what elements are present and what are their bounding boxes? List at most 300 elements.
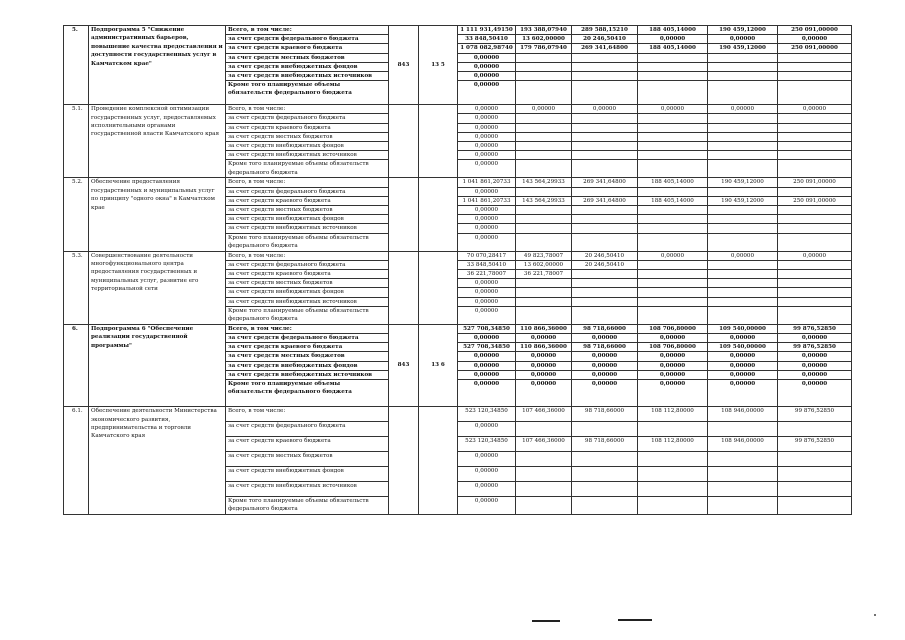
amount-year-5: 250 091,00000 xyxy=(778,26,852,35)
amount-year-5: 0,00000 xyxy=(778,352,852,361)
amount-year-2: 0,00000 xyxy=(572,334,638,343)
amount-year-4: 190 459,12000 xyxy=(708,44,778,53)
amount-year-5 xyxy=(778,187,852,196)
amount-year-1 xyxy=(516,215,572,224)
amount-year-3: 188 405,14000 xyxy=(638,44,708,53)
amount-year-4 xyxy=(708,160,778,178)
amount-year-3 xyxy=(638,467,708,482)
amount-year-3 xyxy=(638,279,708,288)
amount-year-5 xyxy=(778,53,852,62)
budget-code-ministry xyxy=(389,105,419,178)
amount-year-2: 98 718,66000 xyxy=(572,324,638,333)
row-label: Кроме того планируемые объемы обязательств федерального бюджета xyxy=(226,81,389,105)
amount-year-1 xyxy=(516,81,572,105)
row-label: Всего, в том числе: xyxy=(226,178,389,187)
amount-year-3 xyxy=(638,422,708,437)
amount-year-4: 0,00000 xyxy=(708,105,778,114)
amount-year-5 xyxy=(778,206,852,215)
amount-year-3: 0,00000 xyxy=(638,251,708,260)
section-name: Проведение комплексной оптимизации государственных услуг, предоставляемых исполнительными органами государственной власти Камчатского края xyxy=(89,105,226,178)
table-row xyxy=(64,324,852,333)
row-label: Всего, в том числе: xyxy=(226,105,389,114)
row-label: Всего, в том числе: xyxy=(226,407,389,422)
amount-year-4: 190 459,12000 xyxy=(708,26,778,35)
row-label: Кроме того планируемые объемы обязательств федерального бюджета xyxy=(226,497,389,515)
table-row xyxy=(64,251,852,260)
amount-year-3: 108 112,80000 xyxy=(638,437,708,452)
amount-year-1: 49 823,78007 xyxy=(516,251,572,260)
amount-year-2 xyxy=(572,467,638,482)
amount-year-4 xyxy=(708,467,778,482)
amount-year-2 xyxy=(572,422,638,437)
amount-total: 0,00000 xyxy=(458,233,516,251)
row-label: Всего, в том числе: xyxy=(226,324,389,333)
amount-year-1: 13 602,00000 xyxy=(516,260,572,269)
row-label: за счет средств федерального бюджета xyxy=(226,35,389,44)
row-label: за счет средств федерального бюджета xyxy=(226,114,389,123)
row-label: за счет средств внебюджетных источников xyxy=(226,72,389,81)
amount-year-2: 0,00000 xyxy=(572,105,638,114)
amount-year-5 xyxy=(778,233,852,251)
amount-year-3: 0,00000 xyxy=(638,361,708,370)
row-label: за счет средств краевого бюджета xyxy=(226,343,389,352)
amount-year-2 xyxy=(572,215,638,224)
amount-total: 0,00000 xyxy=(458,81,516,105)
amount-year-2 xyxy=(572,72,638,81)
amount-year-3: 0,00000 xyxy=(638,35,708,44)
row-label: за счет средств внебюджетных фондов xyxy=(226,467,389,482)
amount-year-3: 0,00000 xyxy=(638,334,708,343)
amount-year-5 xyxy=(778,114,852,123)
section-name: Подпрограмма 5 "Снижение административных барьеров, повышение качества предоставления и доступности государственных услуг в Камчатском крае" xyxy=(89,26,226,105)
section-number: 5.1. xyxy=(64,105,89,178)
amount-year-3: 0,00000 xyxy=(638,370,708,379)
row-label: за счет средств краевого бюджета xyxy=(226,437,389,452)
amount-year-3 xyxy=(638,53,708,62)
row-label: Всего, в том числе: xyxy=(226,26,389,35)
amount-year-2 xyxy=(572,53,638,62)
amount-year-2: 98 718,66000 xyxy=(572,407,638,422)
amount-year-4 xyxy=(708,187,778,196)
row-label: за счет средств внебюджетных источников xyxy=(226,151,389,160)
amount-year-4 xyxy=(708,72,778,81)
row-label: за счет средств внебюджетных фондов xyxy=(226,361,389,370)
amount-total: 1 078 082,98740 xyxy=(458,44,516,53)
amount-year-2 xyxy=(572,233,638,251)
row-label: за счет средств местных бюджетов xyxy=(226,53,389,62)
amount-total: 0,00000 xyxy=(458,105,516,114)
amount-year-1 xyxy=(516,467,572,482)
amount-year-2 xyxy=(572,482,638,497)
amount-year-4: 0,00000 xyxy=(708,35,778,44)
amount-year-5 xyxy=(778,279,852,288)
amount-year-4 xyxy=(708,260,778,269)
row-label: за счет средств внебюджетных источников xyxy=(226,370,389,379)
budget-code-ministry xyxy=(389,178,419,251)
amount-year-1 xyxy=(516,187,572,196)
budget-table xyxy=(63,25,852,515)
amount-year-3 xyxy=(638,260,708,269)
scan-mark xyxy=(874,614,876,616)
amount-year-1 xyxy=(516,53,572,62)
amount-year-4 xyxy=(708,422,778,437)
amount-year-4: 0,00000 xyxy=(708,380,778,407)
amount-year-4 xyxy=(708,497,778,515)
amount-year-4 xyxy=(708,132,778,141)
amount-year-2 xyxy=(572,123,638,132)
amount-year-3 xyxy=(638,306,708,324)
amount-year-2: 269 341,64800 xyxy=(572,178,638,187)
section-number: 6. xyxy=(64,324,89,406)
amount-year-4 xyxy=(708,215,778,224)
amount-year-2 xyxy=(572,62,638,71)
section-number: 5.3. xyxy=(64,251,89,324)
amount-year-5: 99 876,52850 xyxy=(778,437,852,452)
amount-year-2 xyxy=(572,187,638,196)
amount-year-4: 0,00000 xyxy=(708,352,778,361)
amount-year-5 xyxy=(778,160,852,178)
amount-year-1 xyxy=(516,62,572,71)
amount-year-5: 99 876,52850 xyxy=(778,343,852,352)
row-label: за счет средств местных бюджетов xyxy=(226,132,389,141)
amount-year-4 xyxy=(708,206,778,215)
amount-year-2 xyxy=(572,81,638,105)
row-label: за счет средств федерального бюджета xyxy=(226,187,389,196)
amount-year-5 xyxy=(778,62,852,71)
row-label: за счет средств внебюджетных фондов xyxy=(226,288,389,297)
amount-total: 0,00000 xyxy=(458,132,516,141)
amount-year-2: 98 718,66000 xyxy=(572,437,638,452)
amount-year-1: 143 564,29933 xyxy=(516,196,572,205)
row-label: за счет средств федерального бюджета xyxy=(226,334,389,343)
amount-year-5 xyxy=(778,260,852,269)
amount-year-4 xyxy=(708,452,778,467)
row-label: за счет средств внебюджетных источников xyxy=(226,224,389,233)
amount-year-2 xyxy=(572,142,638,151)
budget-code-program xyxy=(419,178,458,251)
amount-year-3 xyxy=(638,142,708,151)
amount-year-3 xyxy=(638,114,708,123)
amount-year-5: 250 091,00000 xyxy=(778,44,852,53)
amount-year-1 xyxy=(516,306,572,324)
amount-year-4 xyxy=(708,306,778,324)
amount-year-5: 0,00000 xyxy=(778,361,852,370)
amount-year-3 xyxy=(638,81,708,105)
amount-total: 0,00000 xyxy=(458,142,516,151)
section-name: Совершенствование деятельности многофункционального центра предоставления государственных и муниципальных услуг, развитие его территориальной сети xyxy=(89,251,226,324)
amount-year-1: 193 388,07940 xyxy=(516,26,572,35)
row-label: за счет средств федерального бюджета xyxy=(226,260,389,269)
amount-year-1 xyxy=(516,206,572,215)
amount-year-1 xyxy=(516,151,572,160)
amount-total: 523 120,34850 xyxy=(458,407,516,422)
amount-year-1 xyxy=(516,123,572,132)
row-label: Кроме того планируемые объемы обязательств федерального бюджета xyxy=(226,306,389,324)
amount-year-2: 269 341,64800 xyxy=(572,44,638,53)
amount-year-3 xyxy=(638,452,708,467)
amount-year-3 xyxy=(638,160,708,178)
amount-year-2: 98 718,66000 xyxy=(572,343,638,352)
amount-total: 0,00000 xyxy=(458,334,516,343)
amount-year-1: 107 466,36000 xyxy=(516,407,572,422)
amount-year-3 xyxy=(638,224,708,233)
amount-year-1 xyxy=(516,224,572,233)
amount-year-5 xyxy=(778,482,852,497)
amount-year-4: 0,00000 xyxy=(708,370,778,379)
amount-total: 0,00000 xyxy=(458,215,516,224)
amount-year-4 xyxy=(708,279,778,288)
row-label: за счет средств краевого бюджета xyxy=(226,44,389,53)
amount-year-4 xyxy=(708,233,778,251)
amount-year-5 xyxy=(778,422,852,437)
amount-total: 0,00000 xyxy=(458,160,516,178)
amount-year-1 xyxy=(516,482,572,497)
amount-year-1: 110 866,36000 xyxy=(516,343,572,352)
amount-year-5 xyxy=(778,81,852,105)
row-label: за счет средств местных бюджетов xyxy=(226,279,389,288)
amount-year-1: 0,00000 xyxy=(516,352,572,361)
amount-year-4: 0,00000 xyxy=(708,251,778,260)
amount-year-4 xyxy=(708,270,778,279)
amount-total: 0,00000 xyxy=(458,482,516,497)
amount-year-5 xyxy=(778,132,852,141)
amount-year-3: 108 706,80000 xyxy=(638,324,708,333)
amount-year-1 xyxy=(516,297,572,306)
amount-year-4 xyxy=(708,62,778,71)
row-label: за счет средств местных бюджетов xyxy=(226,206,389,215)
amount-year-5: 250 091,00000 xyxy=(778,196,852,205)
table-row xyxy=(64,407,852,422)
amount-year-1: 0,00000 xyxy=(516,380,572,407)
amount-year-4: 108 946,00000 xyxy=(708,407,778,422)
amount-year-2: 20 246,50410 xyxy=(572,260,638,269)
amount-year-1: 110 866,36000 xyxy=(516,324,572,333)
amount-year-2: 20 246,50410 xyxy=(572,251,638,260)
amount-year-2 xyxy=(572,160,638,178)
amount-year-2 xyxy=(572,151,638,160)
amount-total: 70 070,28417 xyxy=(458,251,516,260)
section-name: Подпрограмма 6 "Обеспечение реализации государственной программы" xyxy=(89,324,226,406)
amount-total: 0,00000 xyxy=(458,352,516,361)
amount-year-3: 188 405,14000 xyxy=(638,196,708,205)
page-dash-right xyxy=(618,619,652,621)
amount-year-3 xyxy=(638,233,708,251)
amount-total: 523 120,34850 xyxy=(458,437,516,452)
amount-total: 0,00000 xyxy=(458,361,516,370)
amount-year-5 xyxy=(778,72,852,81)
amount-year-2 xyxy=(572,114,638,123)
section-number: 5. xyxy=(64,26,89,105)
row-label: Всего, в том числе: xyxy=(226,251,389,260)
amount-year-3 xyxy=(638,187,708,196)
amount-total: 0,00000 xyxy=(458,452,516,467)
amount-year-3: 188 405,14000 xyxy=(638,178,708,187)
amount-total: 527 708,34850 xyxy=(458,324,516,333)
amount-year-2: 269 341,64800 xyxy=(572,196,638,205)
amount-year-4: 190 459,12000 xyxy=(708,178,778,187)
amount-total: 0,00000 xyxy=(458,224,516,233)
amount-total: 0,00000 xyxy=(458,53,516,62)
amount-year-1 xyxy=(516,497,572,515)
amount-total: 0,00000 xyxy=(458,422,516,437)
amount-year-2 xyxy=(572,132,638,141)
amount-total: 0,00000 xyxy=(458,187,516,196)
amount-total: 33 848,50410 xyxy=(458,35,516,44)
amount-year-1 xyxy=(516,288,572,297)
amount-total: 1 041 861,20733 xyxy=(458,196,516,205)
budget-code-ministry xyxy=(389,407,419,515)
amount-year-5: 99 876,52850 xyxy=(778,324,852,333)
amount-year-3 xyxy=(638,123,708,132)
amount-total: 0,00000 xyxy=(458,62,516,71)
row-label: за счет средств внебюджетных источников xyxy=(226,482,389,497)
budget-code-ministry: 843 xyxy=(389,324,419,406)
amount-year-4 xyxy=(708,151,778,160)
amount-year-5 xyxy=(778,215,852,224)
amount-total: 527 708,34850 xyxy=(458,343,516,352)
table-row xyxy=(64,105,852,114)
amount-total: 0,00000 xyxy=(458,380,516,407)
budget-code-program: 13 6 xyxy=(419,324,458,406)
amount-year-2: 20 246,50410 xyxy=(572,35,638,44)
row-label: за счет средств местных бюджетов xyxy=(226,352,389,361)
amount-year-1 xyxy=(516,114,572,123)
amount-year-5 xyxy=(778,224,852,233)
amount-total: 0,00000 xyxy=(458,114,516,123)
amount-year-2 xyxy=(572,297,638,306)
budget-code-program xyxy=(419,105,458,178)
row-label: за счет средств местных бюджетов xyxy=(226,452,389,467)
amount-year-4 xyxy=(708,142,778,151)
amount-year-1 xyxy=(516,422,572,437)
amount-total: 0,00000 xyxy=(458,279,516,288)
amount-total: 0,00000 xyxy=(458,497,516,515)
page-dash-left xyxy=(532,620,560,622)
amount-year-3: 0,00000 xyxy=(638,105,708,114)
amount-year-5 xyxy=(778,288,852,297)
amount-year-1: 0,00000 xyxy=(516,361,572,370)
budget-code-ministry: 843 xyxy=(389,26,419,105)
amount-year-1: 179 786,07940 xyxy=(516,44,572,53)
amount-total: 0,00000 xyxy=(458,123,516,132)
amount-year-3 xyxy=(638,72,708,81)
section-number: 6.1. xyxy=(64,407,89,515)
amount-total: 0,00000 xyxy=(458,306,516,324)
amount-total: 0,00000 xyxy=(458,297,516,306)
amount-year-2 xyxy=(572,288,638,297)
table-row xyxy=(64,178,852,187)
budget-code-program xyxy=(419,407,458,515)
amount-year-1: 143 564,29933 xyxy=(516,178,572,187)
amount-year-4 xyxy=(708,288,778,297)
amount-year-4 xyxy=(708,297,778,306)
amount-year-5 xyxy=(778,270,852,279)
amount-year-3: 108 112,80000 xyxy=(638,407,708,422)
row-label: за счет средств внебюджетных источников xyxy=(226,297,389,306)
amount-year-1 xyxy=(516,72,572,81)
amount-year-5 xyxy=(778,297,852,306)
amount-year-2: 0,00000 xyxy=(572,370,638,379)
row-label: Кроме того планируемые объемы обязательств федерального бюджета xyxy=(226,380,389,407)
amount-year-5: 250 091,00000 xyxy=(778,178,852,187)
amount-year-1 xyxy=(516,233,572,251)
amount-year-2 xyxy=(572,206,638,215)
amount-year-2 xyxy=(572,452,638,467)
amount-year-2 xyxy=(572,224,638,233)
amount-year-2 xyxy=(572,270,638,279)
table-row xyxy=(64,26,852,35)
amount-year-1: 0,00000 xyxy=(516,334,572,343)
amount-year-1 xyxy=(516,279,572,288)
amount-year-5 xyxy=(778,142,852,151)
amount-year-5: 0,00000 xyxy=(778,35,852,44)
amount-year-5: 0,00000 xyxy=(778,334,852,343)
amount-year-1 xyxy=(516,132,572,141)
amount-year-3 xyxy=(638,132,708,141)
amount-year-5: 0,00000 xyxy=(778,370,852,379)
amount-year-5: 0,00000 xyxy=(778,251,852,260)
amount-year-5 xyxy=(778,151,852,160)
amount-year-4: 109 540,00000 xyxy=(708,343,778,352)
amount-year-1 xyxy=(516,160,572,178)
amount-year-3: 0,00000 xyxy=(638,380,708,407)
amount-year-5 xyxy=(778,497,852,515)
amount-year-4 xyxy=(708,482,778,497)
amount-year-2 xyxy=(572,306,638,324)
amount-year-1: 0,00000 xyxy=(516,370,572,379)
amount-year-4 xyxy=(708,224,778,233)
amount-year-3: 0,00000 xyxy=(638,352,708,361)
amount-total: 1 041 861,20733 xyxy=(458,178,516,187)
amount-year-3 xyxy=(638,482,708,497)
budget-code-ministry xyxy=(389,251,419,324)
amount-year-3 xyxy=(638,62,708,71)
amount-year-2: 0,00000 xyxy=(572,380,638,407)
amount-year-2 xyxy=(572,497,638,515)
amount-year-5 xyxy=(778,467,852,482)
amount-year-1 xyxy=(516,452,572,467)
section-name: Обеспечение предоставления государственных и муниципальных услуг по принципу "одного окна" в Камчатском крае xyxy=(89,178,226,251)
amount-year-5: 0,00000 xyxy=(778,105,852,114)
amount-year-3 xyxy=(638,215,708,224)
row-label: Кроме того планируемые объемы обязательств федерального бюджета xyxy=(226,233,389,251)
amount-year-2: 0,00000 xyxy=(572,361,638,370)
amount-year-4: 0,00000 xyxy=(708,334,778,343)
amount-year-2: 289 588,15210 xyxy=(572,26,638,35)
row-label: за счет средств краевого бюджета xyxy=(226,196,389,205)
amount-year-5 xyxy=(778,123,852,132)
amount-year-4: 190 459,12000 xyxy=(708,196,778,205)
amount-year-3 xyxy=(638,206,708,215)
amount-total: 0,00000 xyxy=(458,72,516,81)
amount-total: 0,00000 xyxy=(458,467,516,482)
amount-year-4: 0,00000 xyxy=(708,361,778,370)
amount-year-5 xyxy=(778,306,852,324)
amount-year-5 xyxy=(778,452,852,467)
amount-year-3 xyxy=(638,151,708,160)
amount-total: 0,00000 xyxy=(458,206,516,215)
budget-code-program: 13 5 xyxy=(419,26,458,105)
amount-year-1: 107 466,36000 xyxy=(516,437,572,452)
amount-year-3 xyxy=(638,297,708,306)
row-label: за счет средств внебюджетных фондов xyxy=(226,62,389,71)
amount-year-1 xyxy=(516,142,572,151)
amount-year-5: 99 876,52850 xyxy=(778,407,852,422)
amount-year-3 xyxy=(638,497,708,515)
amount-year-4: 108 946,00000 xyxy=(708,437,778,452)
amount-total: 33 848,50410 xyxy=(458,260,516,269)
amount-year-5: 0,00000 xyxy=(778,380,852,407)
